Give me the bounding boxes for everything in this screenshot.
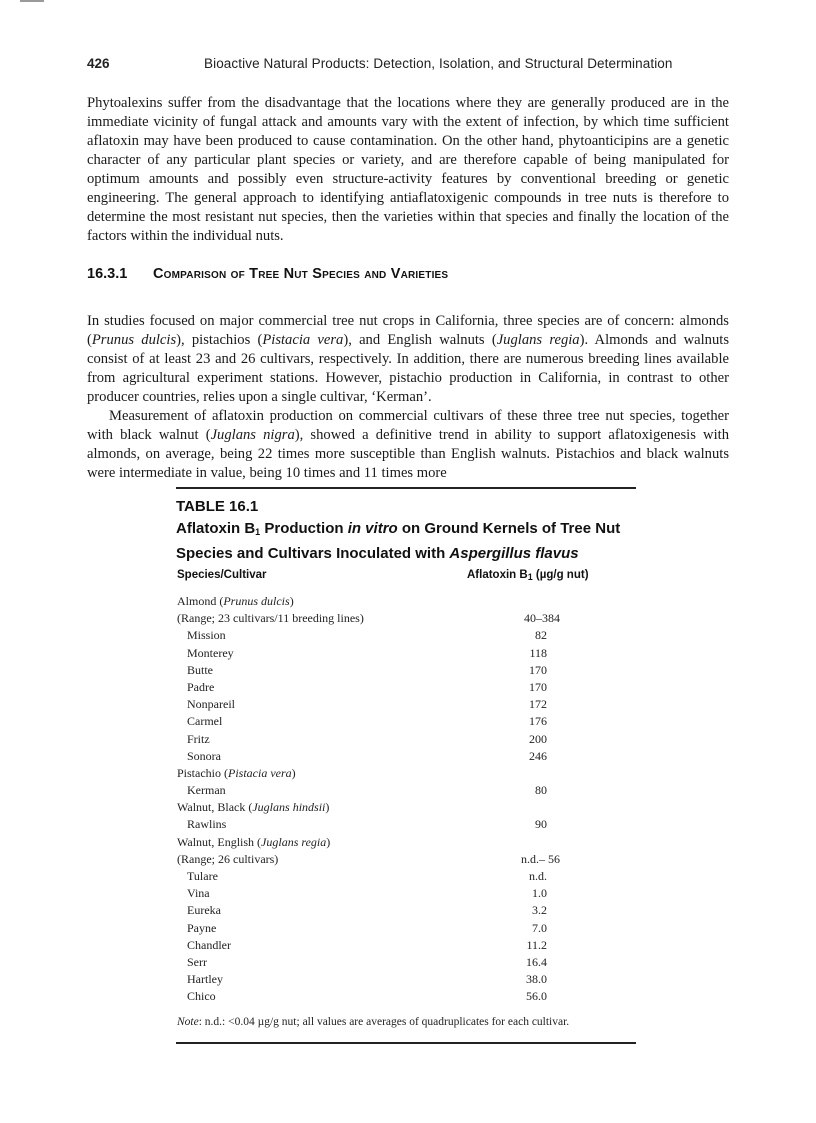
- paragraph-aflatoxin-measurement: Measurement of aflatoxin production on commercial cultivars of these three tree nut species, together with black walnut (Juglans nigra), showed a definitive trend in ability to support aflatoxigenesis with almonds, on average, being 22 times more susceptible than English walnuts. Pistachios and black walnuts were intermediate in value, being 10 times and 11 times more: [87, 408, 729, 481]
- table-row: Hartley 38.0: [187, 972, 547, 987]
- table-row: Payne 7.0: [187, 920, 547, 935]
- table-row: (Range; 23 cultivars/11 breeding lines) 40–384: [177, 611, 560, 626]
- latin-name: Juglans regia: [496, 332, 580, 348]
- table-row: Rawlins 90: [187, 817, 547, 832]
- table-row: Mission 82: [187, 628, 547, 643]
- paragraph-phytoalexins: [87, 94, 729, 246]
- paragraph-text: In studies focused on major commercial tree nut crops in California, three species are of concern: almonds (Prunus dulcis), pistachios (Pistacia vera), and English walnuts (Juglans regia). Almonds and walnuts consist of at least 23 and 26 cultivars, respectively. In addition, there are numerous breeding lines available from agricultural experiment stations. However, pistachio production in California, in contrast to other producer countries, relies upon a single cultivar, ‘Kerman’.: [87, 313, 729, 405]
- table-row: Eureka 3.2: [187, 903, 547, 918]
- table-row: (Range; 26 cultivars) n.d.– 56: [177, 851, 560, 866]
- table-top-rule: [176, 487, 636, 489]
- table-body: [177, 593, 617, 1006]
- table-bottom-rule: [176, 1042, 636, 1044]
- table-row: Padre 170: [187, 679, 547, 694]
- book-title: Bioactive Natural Products: Detection, Isolation, and Structural Determination: [204, 56, 673, 71]
- latin-name: Pistacia vera: [262, 332, 344, 348]
- group-row-pistachio: Pistachio (Pistacia vera): [177, 765, 296, 780]
- table-label: TABLE 16.1: [176, 498, 259, 515]
- latin-name: Juglans nigra: [210, 427, 295, 443]
- table-note: Note: n.d.: <0.04 µg/g nut; all values are averages of quadruplicates for each cultivar.: [177, 1016, 570, 1028]
- table-row: Monterey 118: [187, 645, 547, 660]
- group-row-english-walnut: Walnut, English (Juglans regia): [177, 834, 331, 849]
- latin-name: Prunus dulcis: [91, 332, 177, 348]
- table-row: Nonpareil 172: [187, 697, 547, 712]
- table-row: Tulare n.d.: [187, 869, 547, 883]
- column-header-aflatoxin: Aflatoxin $B_1$ (µg/g nut): [467, 569, 589, 582]
- column-header-species: Species/Cultivar: [177, 569, 267, 581]
- running-header: [87, 56, 729, 74]
- paragraph-species-comparison: [87, 312, 729, 483]
- page-number: 426: [87, 56, 110, 71]
- section-number: 16.3.1: [87, 266, 128, 282]
- table-row: Fritz 200: [187, 731, 547, 746]
- table-row: Butte 170: [187, 662, 547, 677]
- section-title: Comparison of Tree Nut Species and Varieties: [153, 266, 449, 282]
- table-row: Chico 56.0: [187, 989, 547, 1004]
- table-row: Sonora 246: [187, 748, 547, 763]
- table-row: Kerman 80: [187, 783, 547, 798]
- table-caption: Aflatoxin $B_1$ Production in vitro on Ground Kernels of Tree Nut Species and Cultivars Inoculated with Aspergillus flavus: [176, 520, 621, 562]
- page-corner-mark: [20, 0, 44, 2]
- table-row: Carmel 176: [187, 714, 547, 729]
- group-row-almond: Almond (Prunus dulcis): [177, 594, 294, 608]
- table-row: Chandler 11.2: [187, 937, 547, 952]
- table-row: Serr 16.4: [187, 954, 547, 969]
- table-row: Vina 1.0: [187, 886, 547, 901]
- group-row-black-walnut: Walnut, Black (Juglans hindsii): [177, 800, 330, 815]
- paragraph-text: Phytoalexins suffer from the disadvantage that the locations where they are generally produced are in the immediate vicinity of fungal attack and amounts vary with the extent of infection, by which time sufficient aflatoxin may have been produced to cause contamination. On the other hand, phytoanticipins are a genetic character of any particular plant species or variety, and are therefore capable of being manipulated for optimum amounts and possibly even structure-activity features by conventional breeding or genetic engineering. The general approach to identifying antiaflatoxigenic compounds in tree nuts is therefore to determine the most resistant nut species, then the varieties within that species and finally the location of the factors within the individual nuts.: [87, 95, 729, 244]
- section-heading: [87, 266, 448, 282]
